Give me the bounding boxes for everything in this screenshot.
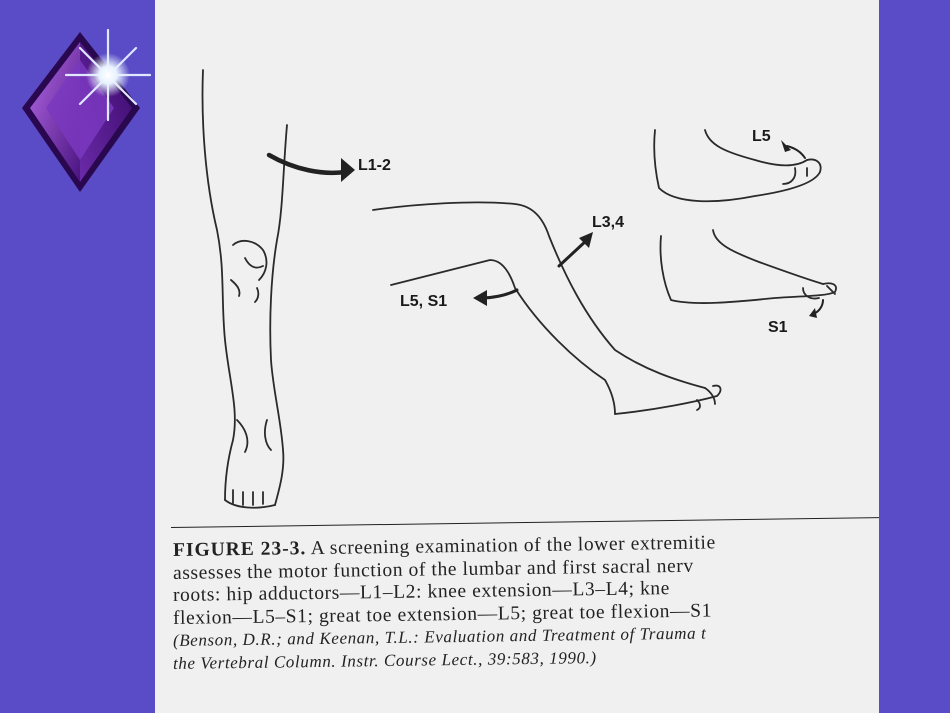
label-l12: L1-2: [358, 157, 391, 174]
label-s1: S1: [768, 319, 788, 336]
arrow-l5s1-head: [473, 290, 487, 306]
caption-citation-1: (Benson, D.R.; and Keenan, T.L.: Evaluation and Treatment of Trauma t: [172, 623, 707, 650]
standing-leg-outline-left: [203, 70, 235, 500]
knee-detail: [231, 241, 266, 302]
leg-extension-lower: [391, 260, 615, 414]
foot-toes: [225, 490, 275, 508]
foot-lower-toes: [803, 286, 835, 299]
arrow-l34: [559, 240, 587, 266]
label-l5: L5: [752, 128, 771, 145]
extended-foot: [615, 386, 720, 414]
label-l34: L3,4: [592, 214, 625, 231]
purple-diamond-sparkle-icon: [18, 20, 158, 200]
foot-lower-sole: [660, 236, 836, 303]
lower-extremity-diagram: [155, 0, 879, 530]
foot-lower-top: [713, 230, 823, 284]
caption-line-1: FIGURE 23-3. A screening examination of the lower extremitie: [172, 532, 716, 561]
arrow-l12-head: [341, 158, 355, 182]
arrow-s1-head: [809, 308, 817, 318]
arrow-l12: [269, 155, 345, 173]
figure-caption: [172, 532, 879, 675]
figure-number: FIGURE 23-3.: [172, 538, 307, 561]
scanned-figure-page: [155, 0, 879, 713]
standing-leg-outline-right: [270, 125, 287, 505]
caption-citation-2: the Vertebral Column. Instr. Course Lect., 39:583, 1990.): [172, 647, 597, 673]
arrow-l5: [787, 146, 805, 158]
foot-upper-toes: [783, 168, 807, 184]
ankle-detail: [237, 420, 271, 452]
foot-upper-sole: [654, 130, 820, 201]
caption-line-2: assesses the motor function of the lumbar and first sacral nerv: [172, 555, 694, 584]
caption-line-3: roots: hip adductors—L1–L2: knee extension—L3–L4; kne: [172, 578, 671, 606]
label-l5s1: L5, S1: [400, 293, 448, 310]
caption-line-4: flexion—L5–S1; great toe extension—L5; great toe flexion—S1: [172, 599, 713, 629]
